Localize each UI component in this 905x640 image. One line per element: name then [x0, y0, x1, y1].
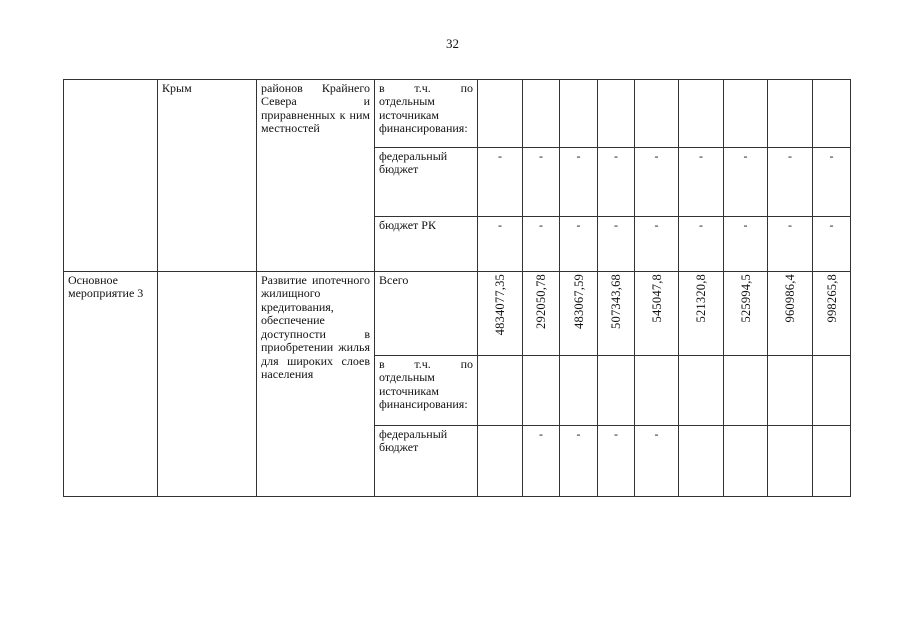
value-cell: -: [635, 426, 679, 497]
region-cell: [158, 272, 257, 497]
value-cell: [724, 426, 768, 497]
value-cell: [724, 272, 768, 356]
value-cell: [598, 272, 635, 356]
value-cell: [679, 272, 724, 356]
value-cell: -: [679, 217, 724, 272]
value-cell: -: [478, 148, 523, 217]
value-cell: [679, 426, 724, 497]
value-text: 292050,78: [534, 274, 548, 329]
value-cell: [635, 356, 679, 426]
value-cell: -: [679, 148, 724, 217]
value-text: 507343,68: [609, 274, 623, 329]
value-cell: [679, 356, 724, 426]
value-cell: [813, 356, 851, 426]
value-text: 525994,5: [738, 274, 753, 323]
budget-table: [63, 79, 851, 497]
value-cell: -: [560, 148, 598, 217]
value-cell: -: [768, 148, 813, 217]
event-description-cell: районов Крайнего Севера и приравненных к ним местностей: [257, 80, 375, 272]
funding-source-label: в т.ч. по отдельным источникам финансирования:: [375, 356, 478, 426]
value-text: 483067,59: [571, 274, 586, 329]
value-cell: [768, 356, 813, 426]
value-cell: -: [523, 217, 560, 272]
funding-source-label: федеральный бюджет: [375, 426, 478, 497]
value-cell: [478, 80, 523, 148]
table-row: [64, 272, 851, 356]
value-cell: -: [635, 148, 679, 217]
value-cell: [813, 426, 851, 497]
region-cell: Крым: [158, 80, 257, 272]
value-cell: [523, 80, 560, 148]
value-cell: [768, 272, 813, 356]
value-text: 4834077,35: [493, 274, 507, 336]
value-cell: -: [560, 217, 598, 272]
value-cell: [635, 80, 679, 148]
value-cell: -: [635, 217, 679, 272]
value-cell: [523, 356, 560, 426]
value-cell: [478, 426, 523, 497]
value-text: 545047,8: [649, 274, 664, 323]
value-text: 521320,8: [694, 274, 708, 323]
page-number: 32: [446, 36, 459, 51]
value-cell: -: [768, 217, 813, 272]
funding-source-label: в т.ч. по отдельным источникам финансирования:: [375, 80, 478, 148]
funding-source-label: федеральный бюджет: [375, 148, 478, 217]
value-cell: [560, 272, 598, 356]
value-cell: -: [478, 217, 523, 272]
event-description-cell: Развитие ипотечного жилищного кредитования, обеспечение доступности в приобретении жилья для широких слоев населения: [257, 272, 375, 497]
value-cell: [768, 426, 813, 497]
value-cell: [679, 80, 724, 148]
value-cell: [478, 356, 523, 426]
value-cell: -: [598, 148, 635, 217]
value-cell: -: [813, 217, 851, 272]
funding-source-label: бюджет РК: [375, 217, 478, 272]
value-cell: [724, 80, 768, 148]
value-cell: -: [523, 148, 560, 217]
value-cell: [598, 356, 635, 426]
table-row: [64, 80, 851, 148]
value-cell: -: [724, 217, 768, 272]
value-cell: [768, 80, 813, 148]
value-cell: [635, 272, 679, 356]
value-cell: [560, 80, 598, 148]
value-cell: [813, 80, 851, 148]
value-cell: -: [560, 426, 598, 497]
value-cell: -: [523, 426, 560, 497]
value-cell: -: [598, 217, 635, 272]
value-cell: [598, 80, 635, 148]
funding-source-label: Всего: [375, 272, 478, 356]
event-name-cell: [64, 80, 158, 272]
value-cell: [478, 272, 523, 356]
value-cell: -: [813, 148, 851, 217]
value-cell: [523, 272, 560, 356]
value-cell: [724, 356, 768, 426]
value-cell: -: [724, 148, 768, 217]
value-text: 960986,4: [783, 274, 797, 323]
value-cell: [813, 272, 851, 356]
value-cell: -: [598, 426, 635, 497]
value-cell: [560, 356, 598, 426]
event-name-cell: Основное мероприятие 3: [64, 272, 158, 497]
value-text: 998265,8: [824, 274, 839, 323]
